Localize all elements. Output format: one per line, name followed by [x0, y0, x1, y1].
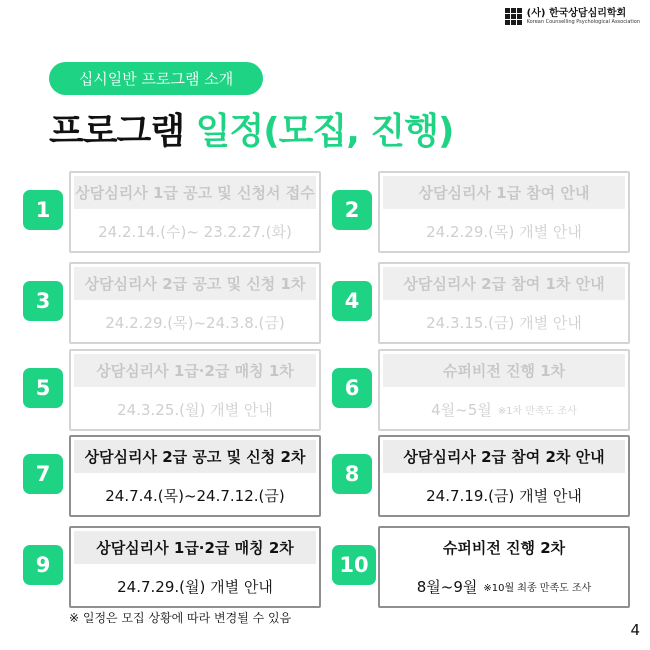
schedule-date: 24.7.19.(금) 개별 안내: [426, 487, 582, 505]
schedule-note: ※1차 만족도 조사: [497, 406, 577, 417]
schedule-card: [378, 171, 630, 253]
footnote: ※ 일정은 모집 상황에 따라 변경될 수 있음: [69, 611, 292, 625]
step-number: 7: [23, 454, 63, 494]
schedule-detail: [71, 212, 319, 251]
schedule-detail: [380, 567, 628, 606]
schedule-card: [69, 526, 321, 608]
schedule-title: 슈퍼비전 진행 2차: [383, 531, 625, 564]
schedule-card: [378, 435, 630, 517]
schedule-card: [69, 171, 321, 253]
schedule-card: [69, 349, 321, 431]
schedule-date: 24.2.14.(수)~ 23.2.27.(화): [98, 223, 292, 241]
schedule-item-6: [332, 349, 632, 429]
schedule-title: 상담심리사 1급 참여 안내: [383, 176, 625, 209]
org-name-en: Korean Counselling Psychological Association: [526, 18, 640, 25]
schedule-detail: [380, 212, 628, 251]
schedule-date: 24.3.15.(금) 개별 안내: [426, 314, 582, 332]
schedule-card: [378, 526, 630, 608]
schedule-item-1: [23, 171, 323, 251]
schedule-card: [378, 349, 630, 431]
step-number: 4: [332, 281, 372, 321]
schedule-detail: [71, 303, 319, 342]
schedule-item-9: [23, 526, 323, 606]
schedule-item-2: [332, 171, 632, 251]
schedule-title: 상담심리사 1급·2급 매칭 1차: [74, 354, 316, 387]
step-number: 8: [332, 454, 372, 494]
page-title: [49, 103, 453, 154]
schedule-title: 상담심리사 2급 공고 및 신청 2차: [74, 440, 316, 473]
section-pill: 십시일반 프로그램 소개: [49, 62, 263, 95]
step-number: 1: [23, 190, 63, 230]
page-number: 4: [630, 621, 640, 639]
schedule-item-5: [23, 349, 323, 429]
step-number: 6: [332, 368, 372, 408]
schedule-date: 24.2.29.(목) 개별 안내: [426, 223, 582, 241]
org-logo: [505, 8, 640, 25]
step-number: 2: [332, 190, 372, 230]
schedule-card: [69, 435, 321, 517]
schedule-card: [69, 262, 321, 344]
schedule-title: 슈퍼비전 진행 1차: [383, 354, 625, 387]
schedule-item-8: [332, 435, 632, 515]
schedule-date: 24.2.29.(목)~24.3.8.(금): [105, 314, 285, 332]
schedule-detail: [71, 476, 319, 515]
schedule-item-3: [23, 262, 323, 342]
schedule-card: [378, 262, 630, 344]
schedule-date: 24.7.4.(목)~24.7.12.(금): [105, 487, 285, 505]
page-title-part2: 일정(모집, 진행): [195, 111, 454, 152]
schedule-title: 상담심리사 2급 참여 2차 안내: [383, 440, 625, 473]
step-number: 9: [23, 545, 63, 585]
step-number: 3: [23, 281, 63, 321]
schedule-detail: [380, 390, 628, 429]
org-name: (사) 한국상담심리학회: [526, 7, 627, 19]
schedule-item-4: [332, 262, 632, 342]
schedule-title: 상담심리사 2급 공고 및 신청 1차: [74, 267, 316, 300]
schedule-detail: [71, 567, 319, 606]
schedule-note: ※10월 최종 만족도 조사: [483, 583, 592, 594]
schedule-title: 상담심리사 1급 공고 및 신청서 접수: [74, 176, 316, 209]
schedule-title: 상담심리사 2급 참여 1차 안내: [383, 267, 625, 300]
schedule-item-10: [332, 526, 632, 606]
step-number: 10: [332, 545, 376, 585]
schedule-detail: [71, 390, 319, 429]
schedule-date: 8월~9월: [416, 578, 478, 596]
page-title-part1: 프로그램: [49, 111, 185, 152]
schedule-item-7: [23, 435, 323, 515]
schedule-title: 상담심리사 1급·2급 매칭 2차: [74, 531, 316, 564]
step-number: 5: [23, 368, 63, 408]
schedule-date: 4월~5월: [431, 401, 492, 419]
schedule-date: 24.7.29.(월) 개별 안내: [117, 578, 273, 596]
schedule-date: 24.3.25.(월) 개별 안내: [117, 401, 273, 419]
schedule-detail: [380, 476, 628, 515]
schedule-detail: [380, 303, 628, 342]
logo-grid-icon: [505, 8, 522, 25]
